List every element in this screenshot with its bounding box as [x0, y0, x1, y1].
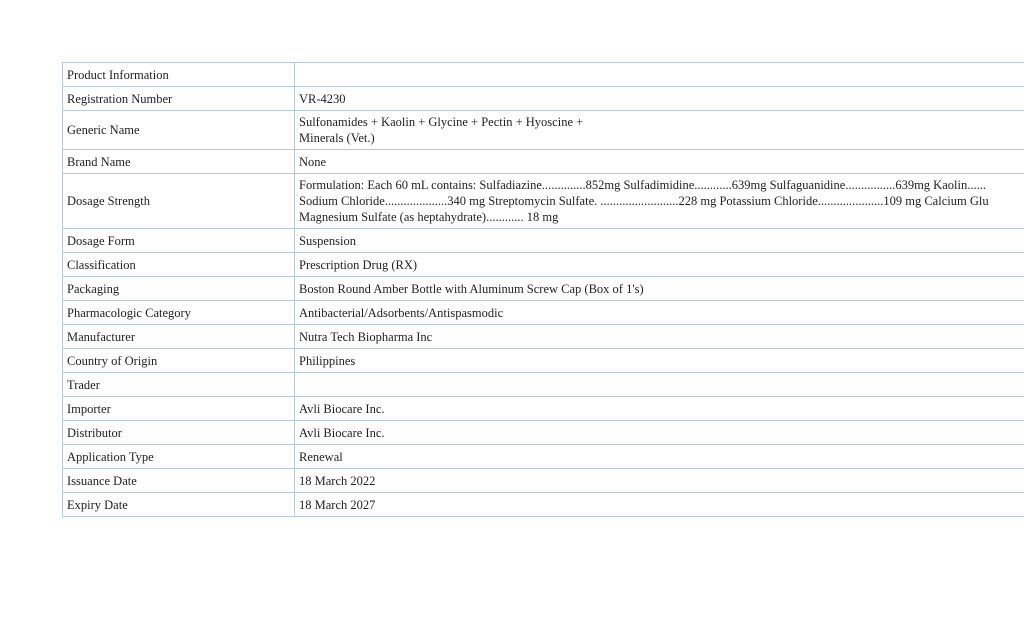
field-value	[295, 445, 1024, 469]
table-row	[63, 301, 1024, 325]
field-value	[295, 87, 1024, 111]
field-value	[295, 493, 1024, 517]
field-value	[295, 174, 1024, 229]
field-value	[295, 469, 1024, 493]
product-info-body	[63, 63, 1024, 517]
field-label: Classification	[63, 253, 295, 277]
field-value	[295, 229, 1024, 253]
table-row	[63, 253, 1024, 277]
field-label: Issuance Date	[63, 469, 295, 493]
field-label: Dosage Strength	[63, 174, 295, 229]
table-row	[63, 87, 1024, 111]
field-label: Product Information	[63, 63, 295, 87]
table-row	[63, 397, 1024, 421]
field-label: Dosage Form	[63, 229, 295, 253]
field-value-line: Formulation: Each 60 mL contains: Sulfadiazine..............852mg Sulfadimidine............639mg Sulfaguanidine................639mg Kaolin......	[299, 178, 986, 192]
table-row	[63, 469, 1024, 493]
field-label: Importer	[63, 397, 295, 421]
field-value-line: Philippines	[299, 353, 356, 368]
field-label: Packaging	[63, 277, 295, 301]
field-value	[295, 421, 1024, 445]
table-row	[63, 63, 1024, 87]
table-row	[63, 111, 1024, 150]
field-label: Trader	[63, 373, 295, 397]
field-value-line: Avli Biocare Inc.	[299, 425, 385, 440]
field-value-line: VR-4230	[299, 91, 346, 106]
field-label: Distributor	[63, 421, 295, 445]
field-value-line: Antibacterial/Adsorbents/Antispasmodic	[299, 305, 504, 320]
table-row	[63, 277, 1024, 301]
product-info-table	[62, 62, 1024, 517]
field-label: Generic Name	[63, 111, 295, 150]
table-row	[63, 174, 1024, 229]
field-value-line: Avli Biocare Inc.	[299, 401, 385, 416]
field-value-line: Nutra Tech Biopharma Inc	[299, 329, 433, 344]
field-value-line: Sodium Chloride....................340 mg Streptomycin Sulfate. .........................228 mg Potassium Chloride.....................109 mg Calcium Glu	[299, 194, 989, 208]
table-row	[63, 349, 1024, 373]
table-row	[63, 445, 1024, 469]
field-value-line: None	[299, 154, 327, 169]
field-value	[295, 373, 1024, 397]
field-value	[295, 301, 1024, 325]
field-value-line: Magnesium Sulfate (as heptahydrate)............ 18 mg	[299, 210, 559, 224]
field-label: Manufacturer	[63, 325, 295, 349]
field-value	[295, 111, 1024, 150]
field-label: Brand Name	[63, 150, 295, 174]
field-value-line: 18 March 2022	[299, 473, 376, 488]
field-value-line: Prescription Drug (RX)	[299, 257, 418, 272]
field-value-line: Renewal	[299, 449, 343, 464]
field-value-line: 18 March 2027	[299, 497, 376, 512]
field-value	[295, 63, 1024, 87]
field-value	[295, 277, 1024, 301]
table-row	[63, 150, 1024, 174]
table-row	[63, 229, 1024, 253]
field-value-line: Sulfonamides + Kaolin + Glycine + Pectin + Hyoscine +	[299, 115, 584, 129]
table-row	[63, 373, 1024, 397]
field-label: Country of Origin	[63, 349, 295, 373]
field-label: Application Type	[63, 445, 295, 469]
table-row	[63, 493, 1024, 517]
field-value	[295, 397, 1024, 421]
field-value-line: Minerals (Vet.)	[299, 131, 375, 145]
field-label: Expiry Date	[63, 493, 295, 517]
field-value	[295, 325, 1024, 349]
field-value	[295, 349, 1024, 373]
field-label: Registration Number	[63, 87, 295, 111]
field-value	[295, 150, 1024, 174]
field-value	[295, 253, 1024, 277]
table-row	[63, 421, 1024, 445]
field-value-line: Boston Round Amber Bottle with Aluminum Screw Cap (Box of 1's)	[299, 281, 644, 296]
table-row	[63, 325, 1024, 349]
product-info-sheet	[62, 62, 1024, 517]
field-value-line: Suspension	[299, 233, 356, 248]
field-label: Pharmacologic Category	[63, 301, 295, 325]
